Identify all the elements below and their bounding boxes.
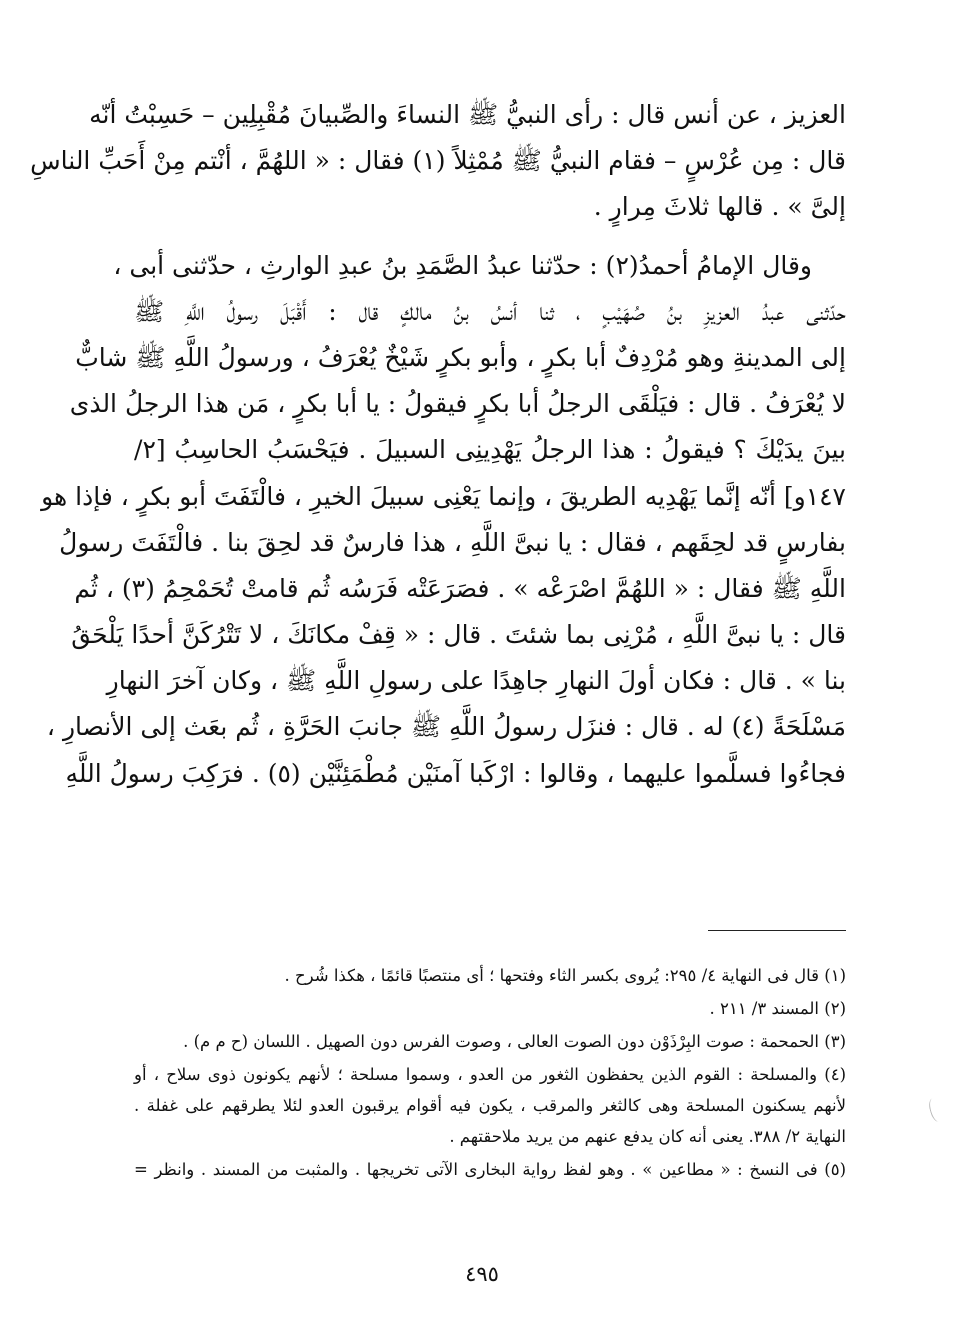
footnotes [134, 960, 846, 1185]
footnote: (١) قال فى النهاية ٤/ ٢٩٥: يُروى بكسر الثاء وفتحها ؛ أى منتصبًا قائمًا ، هكذا شُرح . [284, 966, 846, 985]
text-line: وقال الإمامُ أحمدُ(٢) : حدّثنا عبدُ الصَّمَدِ بنُ عبدِ الوارثِ ، حدّثنى أبى ، [113, 250, 812, 280]
margin-mark [927, 1097, 944, 1123]
footnote: (٤) والمسلحة : القوم الذين يحفظون الثغور من العدو ، وسموا مسلحة ؛ لأنهم يكونون ذوى سلاح ، أو [134, 1065, 846, 1084]
footnote-separator [708, 930, 846, 931]
text-line: بنا » . قال : فكان أولَ النهارِ جاهِدًا على رسولِ اللَّهِ ﷺ ، وكان آخرَ النهارِ [106, 666, 846, 696]
text-line: قال : مِن عُرْسٍ – فقام النبيُّ ﷺ مُمْثِلاً (١) فقال : « اللهُمَّ ، أنْتم مِنْ أَحَبِّ الناسِ [30, 146, 846, 176]
text-line: حدّثنى عبدُ العزيزِ بنُ صُهَيْبٍ ، ثنا أنسُ بنُ مالكٍ قال : أَقْبَلَ رسولُ اللَّهِ ﷺ [134, 296, 846, 326]
text-line: بينَ يدَيْكَ ؟ فيقولُ : هذا الرجلُ يَهْدِينِى السبيلَ . فيَحْسَبُ الحاسِبُ [٢/ [134, 435, 846, 465]
text-line: إلىَّ » . قالها ثلاثَ مِرارٍ . [593, 192, 846, 222]
text-line: فجاءُوا فسلَّموا عليهما ، وقالوا : ارْكَبا آمنَيْن مُطْمَئِنَّيْن (٥) . فرَكِبَ رسولُ اللَّهِ [65, 758, 846, 788]
page-number: ٤٩٥ [465, 1262, 499, 1286]
text-line: مَسْلَحَةً (٤) له . قال : فنزَل رسولُ اللَّهِ ﷺ جانبَ الحَرَّةِ ، ثُم بعَث إلى الأنصارِ ، [46, 712, 846, 742]
text-line: العزيز ، عن أنس قال : رأى النبيُّ ﷺ النساءَ والصِّبيانَ مُقْبِلِين – حَسِبْتُ أنّه [89, 100, 846, 129]
footnote-continuation: النهاية ٢/ ٣٨٨. يعنى أنه كان يدفع عنهم من يريد ملاحقتهم . [449, 1127, 846, 1146]
text-line: إلى المدينةِ وهو مُرْدِفٌ أبا بكرٍ ، وأبو بكرٍ شَيْخٌ يُعْرَفُ ، ورسولُ اللَّهِ ﷺ شابٌّ [75, 342, 846, 372]
text-line: لا يُعْرَفُ . قال : فيَلْقَى الرجلُ أبا بكرٍ فيقولُ : يا أبا بكرٍ ، مَن هذا الرجلُ الذى [69, 389, 846, 419]
footnote: (٢) المسند ٣/ ٢١١ . [709, 999, 846, 1018]
text-line: ١٤٧و] أنّه إنَّما يَهْدِيه الطريقَ ، وإنما يَعْنِى سبيلَ الخيرِ ، فالْتَفَتَ أبو بكرٍ ، فإذا هو [41, 481, 846, 511]
text-line: قال : يا نبىَّ اللَّهِ ، مُرْنِى بما شئتَ . قال : « قِفْ مكانَكَ ، لا تَتْرُكَنَّ أحدًا يَلْحَقُ [71, 620, 846, 650]
text-line: اللَّهِ ﷺ فقال : « اللهُمَّ اصْرَعْه » . فصَرَعَتْه فَرَسُه ثُم قامتْ تُحَمْحِمُ (٣) ، ثُم [74, 573, 846, 603]
text-line: بفارسٍ قد لحِقَهم ، فقال : يا نبىَّ اللَّهِ ، هذا فارسٌ قد لحِقَ بنا . فالْتَفَتَ رسولُ [59, 527, 846, 557]
footnote-continuation: لأنهم يسكنون المسلحة وهى كالثغر والمرقب ، يكون فيه أقوام يرقبون العدو لئلا يطرقهم على غفلة . [134, 1096, 846, 1115]
main-text [30, 92, 846, 797]
footnote: (٥) فى النسخ : « مطاعين » . وهو لفظ رواية البخارى الآتى تخريجها . والمثبت من المسند . وانظر = [134, 1160, 846, 1179]
footnote: (٣) الحمحمة : صوت البِرْذَوْن دون الصوت العالى ، وصوت الفرس دون الصهيل . اللسان (ح م م) . [183, 1032, 846, 1051]
